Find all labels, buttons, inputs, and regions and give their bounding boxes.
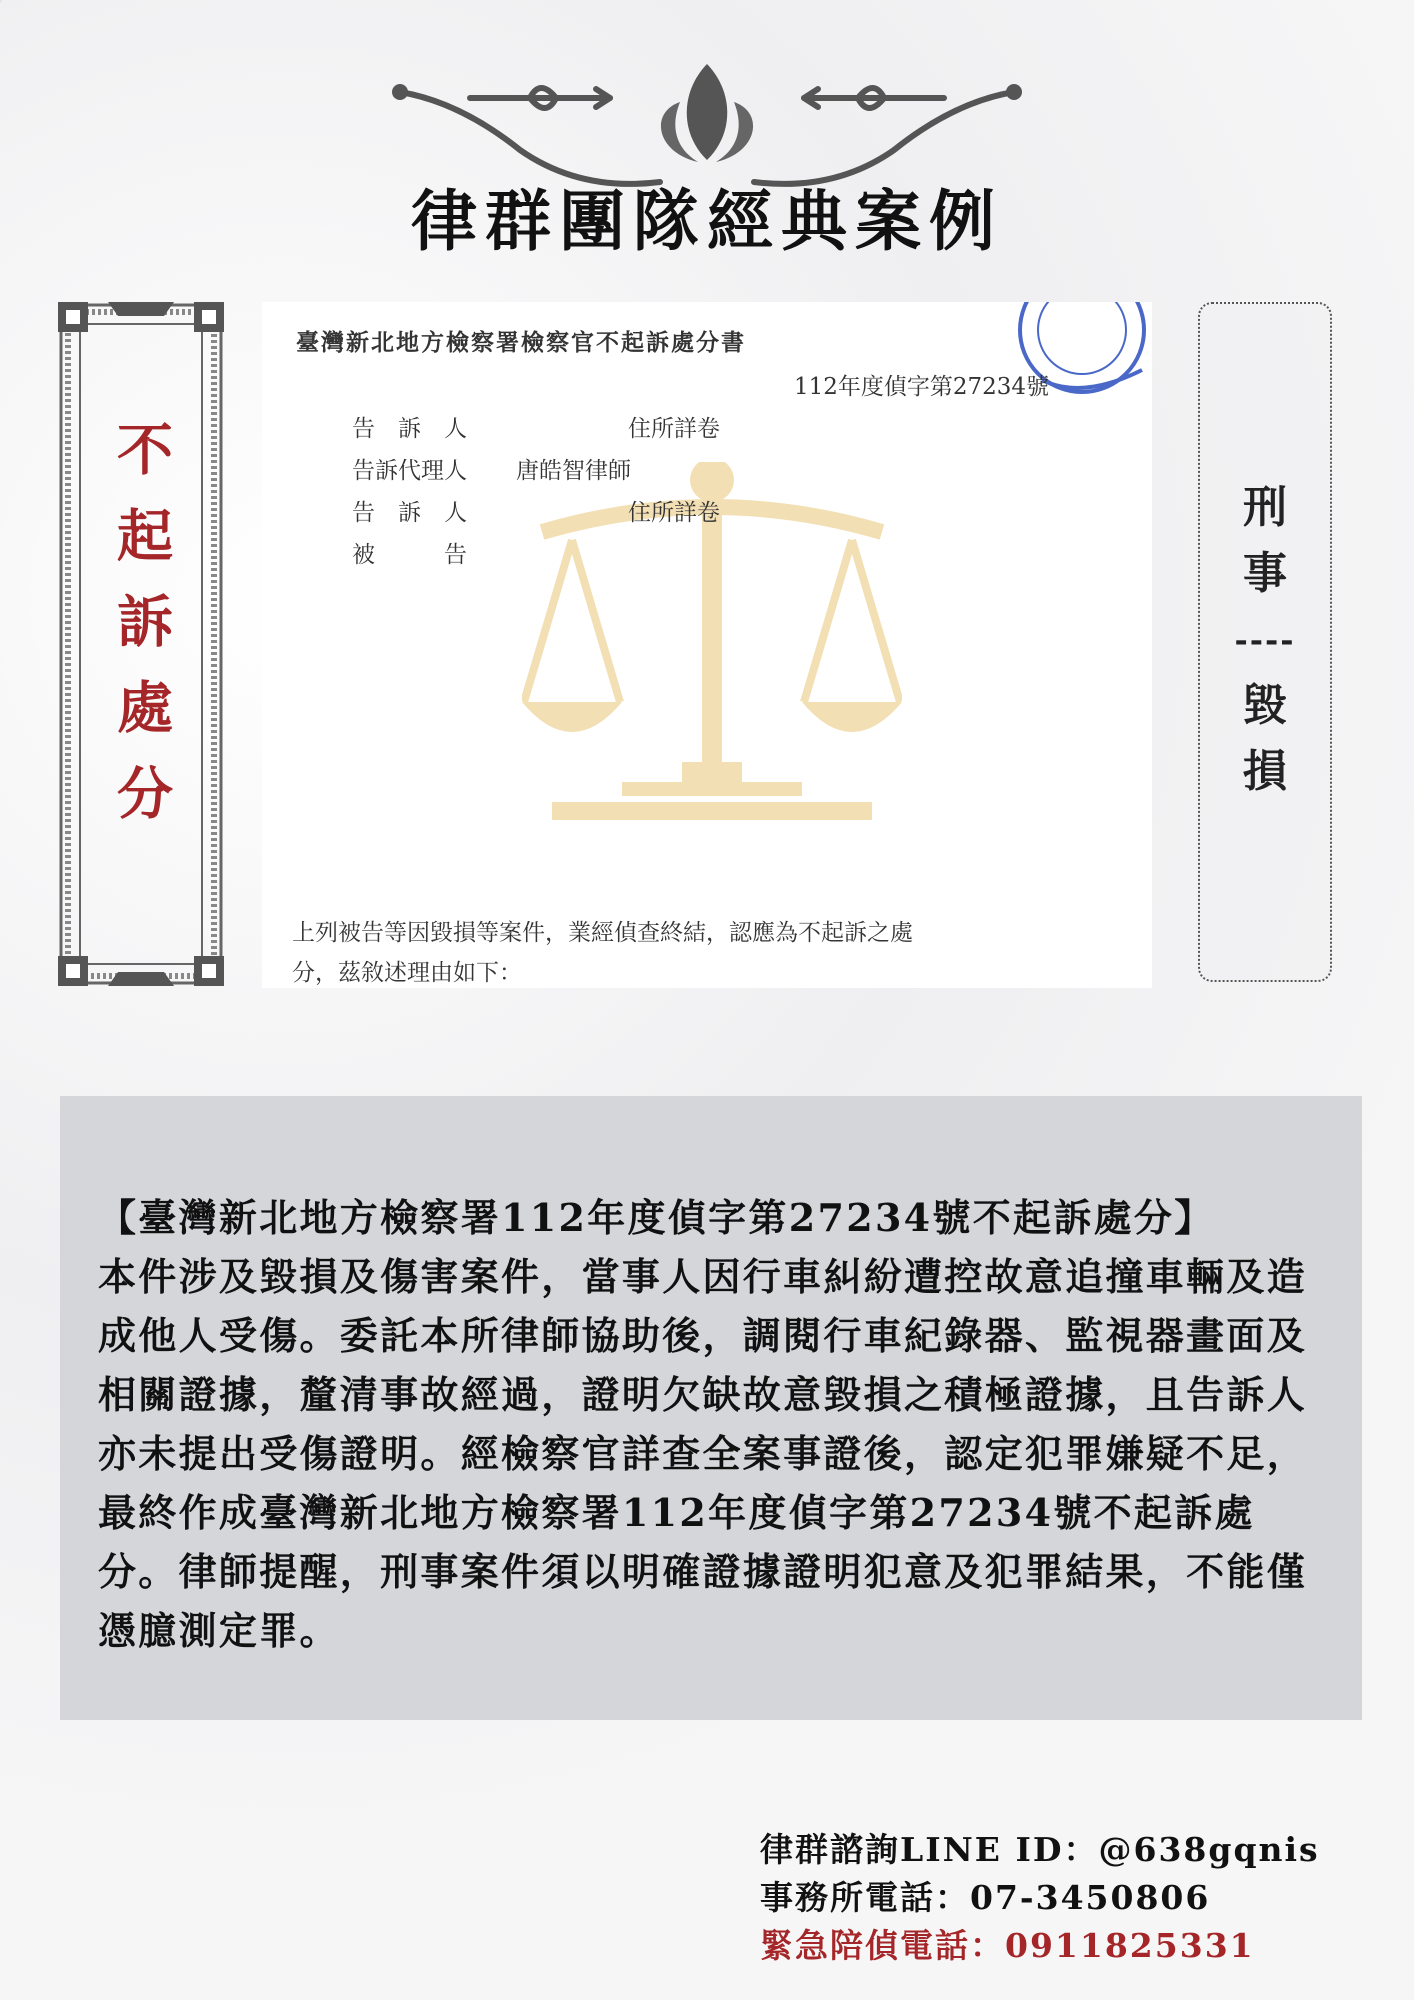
- category-char: 事: [1243, 548, 1287, 599]
- case-type-vertical-text: 不起訴處分: [108, 420, 174, 850]
- party-role: 被 告: [352, 542, 467, 568]
- case-summary-box: [60, 1096, 1362, 1720]
- summary-body: 本件涉及毀損及傷害案件，當事人因行車糾紛遭控故意追撞車輛及造成他人受傷。委託本所律師協助後，調閱行車紀錄器、監視器畫面及相關證據，釐清事故經過，證明欠缺故意毀損之積極證據，且告訴人亦未提出受傷證明。經檢察官詳查全案事證後，認定犯罪嫌疑不足，最終作成臺灣新北地方檢察署112年度偵字第27234號不起訴處分。律師提醒，刑事案件須以明確證據證明犯意及犯罪結果，不能僅憑臆測定罪。: [98, 1254, 1308, 1653]
- document-image: [262, 302, 1152, 988]
- document-body-line: 分，茲敘述理由如下：: [292, 960, 522, 986]
- party-detail: 住所詳卷: [628, 416, 720, 442]
- document-body-line: 上列被告等因毀損等案件，業經偵查終結，認應為不起訴之處: [292, 920, 913, 946]
- party-name: 唐皓智律師: [516, 458, 631, 484]
- party-role: 告 訴 人: [352, 500, 467, 526]
- office-phone-text: 事務所電話：07-3450806: [760, 1878, 1211, 1917]
- document-case-number: 112年度偵字第27234號: [794, 374, 1050, 400]
- party-role: 告 訴 人: [352, 416, 467, 442]
- contact-info: [760, 1826, 1380, 1970]
- line-id-text: 律群諮詢LINE ID：@638gqnis: [760, 1830, 1320, 1869]
- category-char: 毀: [1243, 680, 1287, 731]
- party-detail: 住所詳卷: [628, 500, 720, 526]
- category-divider: ----: [1234, 621, 1296, 659]
- emergency-phone-text: 緊急陪偵電話：0911825331: [760, 1926, 1255, 1965]
- summary-heading: 【臺灣新北地方檢察署112年度偵字第27234號不起訴處分】: [98, 1195, 1215, 1240]
- page-title: 律群團隊經典案例: [411, 182, 1003, 260]
- document-title: 臺灣新北地方檢察署檢察官不起訴處分書: [296, 329, 746, 356]
- category-vertical-text: [1198, 475, 1332, 805]
- party-role: 告訴代理人: [352, 458, 467, 484]
- category-char: 損: [1243, 746, 1287, 797]
- category-char: 刑: [1243, 482, 1287, 533]
